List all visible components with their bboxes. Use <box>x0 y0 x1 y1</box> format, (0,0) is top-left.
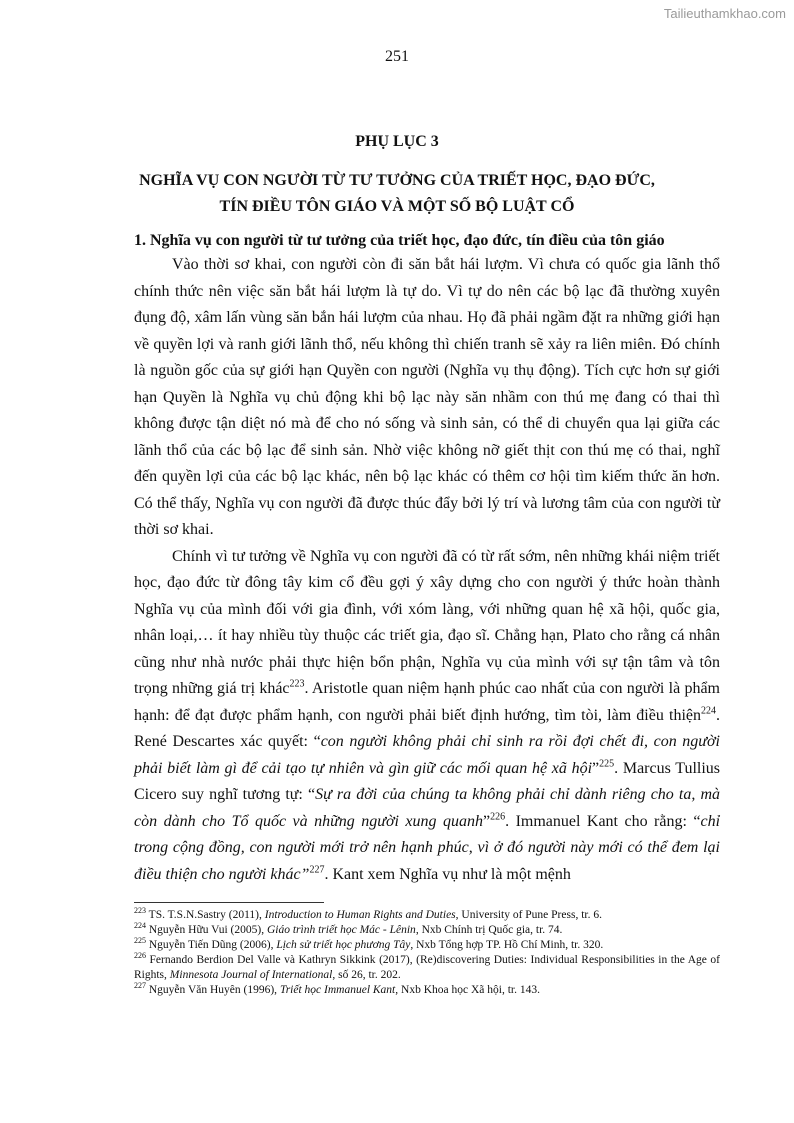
footnote-title: Minnesota Journal of International <box>169 969 333 981</box>
footnote-separator <box>134 902 324 903</box>
footnotes <box>134 908 720 998</box>
footnote-226 <box>134 953 720 983</box>
footnote-number: 227 <box>134 981 146 991</box>
text-run: ” <box>592 759 600 777</box>
page-number: 251 <box>385 48 409 65</box>
paragraph-2 <box>134 544 720 889</box>
section-heading: 1. Nghĩa vụ con người từ tư tưởng của triết học, đạo đức, tín điều của tôn giáo <box>134 232 665 249</box>
footnote-text: Nguyễn Tiến Dũng (2006), <box>146 939 277 951</box>
quote-cicero: Sự ra đời của chúng ta không phải chỉ dành riêng cho ta, mà còn dành cho Tổ quốc và những người xung quanh <box>134 786 721 830</box>
footnote-227 <box>134 983 720 998</box>
footnote-ref-225[interactable]: 225 <box>599 758 615 770</box>
footnote-225 <box>134 938 720 953</box>
footnote-ref-224[interactable]: 224 <box>701 705 716 717</box>
footnote-number: 225 <box>134 936 146 946</box>
appendix-title: PHỤ LỤC 3 <box>355 133 439 150</box>
footnote-223 <box>134 908 720 923</box>
footnote-number: 224 <box>134 921 146 931</box>
footnote-ref-226[interactable]: 226 <box>490 811 506 823</box>
paragraph-1: Vào thời sơ khai, con người còn đi săn bắt hái lượm. Vì chưa có quốc gia lãnh thổ chính thức nên việc săn bắt hái lượm là tự do. Vì tự do nên các bộ lạc đã thường xuyên đụng độ, xâm lấn vùng săn bắn hái lượm của nhau. Họ đã phải ngầm đặt ra những giới hạn về quyền lợi và ranh giới lãnh thổ, nếu không thì chiến tranh sẽ xảy ra liên miên. Đó chính là nguồn gốc của sự giới hạn Quyền con người (Nghĩa vụ thụ động). Tích cực hơn sự giới hạn Quyền là Nghĩa vụ chủ động khi bộ lạc này săn nhầm con thú mẹ đang có thai thì không được tận diệt nó mà để cho nó sống và sinh sản, có thể di chuyển qua lại giữa các lãnh thổ của các bộ lạc để sinh sản. Nhờ việc không nỡ giết thịt con thú mẹ có thai, nghĩ đến quyền lợi của các bộ lạc khác, nên bộ lạc khác có thêm cơ hội tìm kiếm thức ăn hơn. Có thể thấy, Nghĩa vụ con người đã được thúc đẩy bởi lý trí và lương tâm của con người từ thời sơ khai. <box>134 256 720 538</box>
text-run: Chính vì tư tưởng về Nghĩa vụ con người đã có từ rất sớm, nên những khái niệm triết học, đạo đức từ đông tây kim cổ đều gợi ý xây dựng cho con người ý thức hoàn thành Nghĩa vụ của mình đối với gia đình, với xóm làng, với những quan hệ xã hội, quốc gia, nhân loại,… ít hay nhiều tùy thuộc các triết gia, đạo sĩ. Chẳng hạn, Plato cho rằng cá nhân cũng như nhà nước phải thực hiện bổn phận, Nghĩa vụ của mình với sự tận tâm và tôn trọng những giá trị khác <box>134 547 720 697</box>
footnote-ref-227[interactable]: 227 <box>309 864 325 876</box>
footnote-text: , Nxb Chính trị Quốc gia, tr. 74. <box>415 924 563 936</box>
text-run: . Aristotle quan niệm hạnh phúc cao nhất của con người là phẩm hạnh: để đạt được phẩm hạnh, con người phải biết định hướng, tìm tòi, làm điều thiện <box>134 680 720 724</box>
text-run: . Marcus Tullius Cicero suy nghĩ tương tự: “ <box>134 759 721 803</box>
footnote-ref-223[interactable]: 223 <box>289 678 305 690</box>
footnote-text: , Nxb Khoa học Xã hội, tr. 143. <box>395 984 540 996</box>
watermark: Tailieuthamkhao.com <box>663 6 786 21</box>
quote-descartes: con người không phải chỉ sinh ra rồi đợi chết đi, con người phải biết làm gì để cải tạo tự nhiên và gìn giữ các mối quan hệ xã hội <box>134 733 721 777</box>
footnote-text: Nguyễn Hữu Vui (2005), <box>146 924 267 936</box>
text-run: . Kant xem Nghĩa vụ như là một mệnh <box>324 865 571 883</box>
text-run: . Immanuel Kant cho rằng: “ <box>505 812 701 830</box>
text-run: . René Descartes xác quyết: “ <box>134 706 720 750</box>
footnote-text: , số 26, tr. 202. <box>332 969 401 981</box>
footnote-text: , University of Pune Press, tr. 6. <box>455 909 602 921</box>
footnote-text: Fernando Berdion Del Valle và Kathryn Sikkink (2017), (Re)discovering Duties: Individual Responsibilities in the Age of Rights, <box>134 954 720 981</box>
footnote-text: Nguyễn Văn Huyên (1996), <box>146 984 280 996</box>
main-title <box>130 168 664 220</box>
footnote-title: Giáo trình triết học Mác - Lênin <box>266 924 416 936</box>
footnote-text: , Nxb Tổng hợp TP. Hồ Chí Minh, tr. 320. <box>410 939 604 951</box>
text-run: ” <box>483 812 491 830</box>
quote-kant: chỉ trong cộng đồng, con người mới trở nên hạnh phúc, vì ở đó người này mới có thể đem lại điều thiện cho người khác” <box>134 812 721 883</box>
main-title-line-1: NGHĨA VỤ CON NGƯỜI TỪ TƯ TƯỞNG CỦA TRIẾT HỌC, ĐẠO ĐỨC, <box>139 172 655 189</box>
body-text <box>134 252 720 888</box>
main-title-line-2: TÍN ĐIỀU TÔN GIÁO VÀ MỘT SỐ BỘ LUẬT CỔ <box>219 198 575 215</box>
footnote-number: 223 <box>134 906 146 916</box>
footnote-224 <box>134 923 720 938</box>
footnote-number: 226 <box>134 951 146 961</box>
footnote-title: Lịch sử triết học phương Tây <box>276 939 411 951</box>
footnote-title: Introduction to Human Rights and Duties <box>264 909 456 921</box>
footnote-title: Triết học Immanuel Kant <box>279 984 396 996</box>
footnote-text: TS. T.S.N.Sastry (2011), <box>146 909 265 921</box>
